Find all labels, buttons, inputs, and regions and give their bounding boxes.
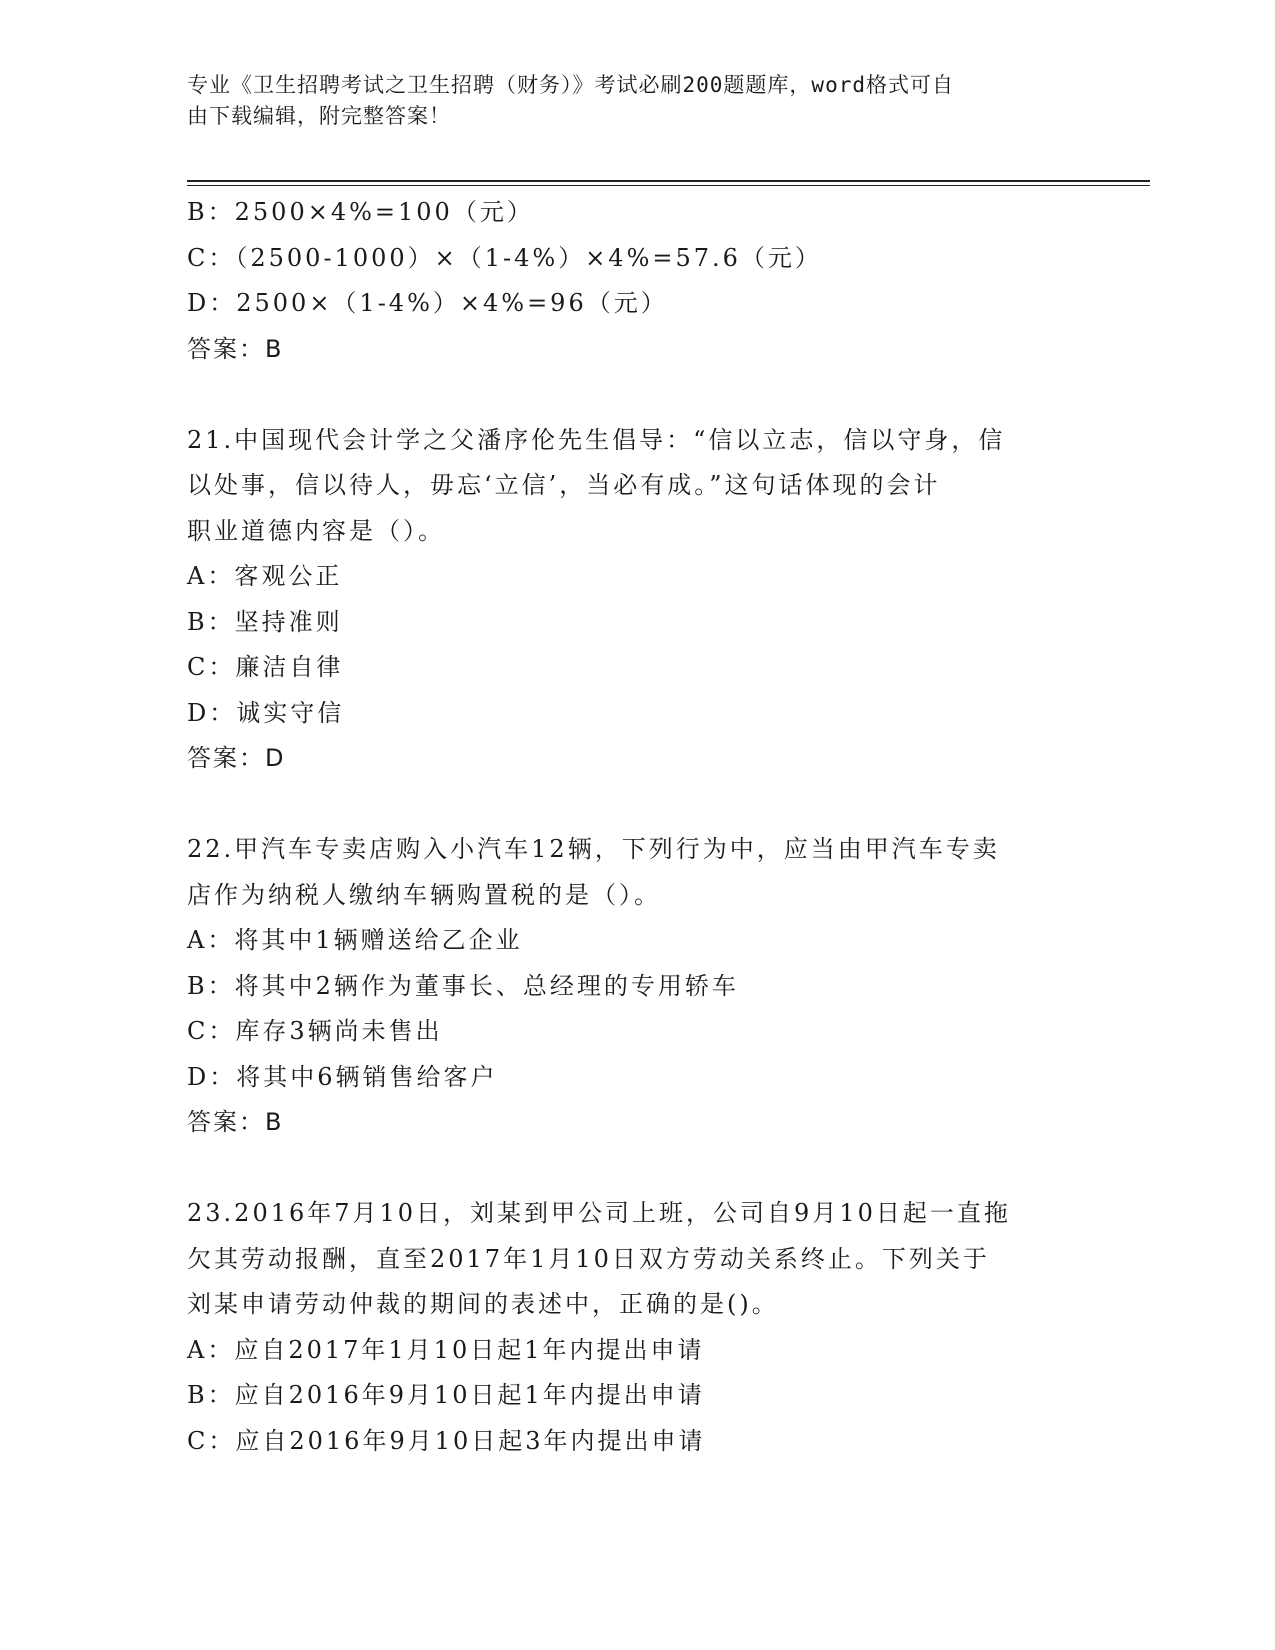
question-23 <box>187 1191 1087 1464</box>
question-20 <box>187 190 1087 372</box>
q23-option-a: A：应自2017年1月10日起1年内提出申请 <box>187 1335 705 1364</box>
q22-option-b: B：将其中2辆作为董事长、总经理的专用轿车 <box>187 971 739 1000</box>
q22-option-d: D：将其中6辆销售给客户 <box>187 1062 498 1091</box>
question-22 <box>187 827 1087 1146</box>
q21-option-c: C：廉洁自律 <box>187 653 344 681</box>
spacer <box>187 782 1087 828</box>
q20-option-d: D：2500×（1-4%）×4%=96（元） <box>187 289 668 317</box>
q23-stem-line-2: 欠其劳动报酬，直至2017年1月10日双方劳动关系终止。下列关于 <box>187 1244 990 1273</box>
q20-option-b: B：2500×4%=100（元） <box>187 198 534 226</box>
q23-option-c: C：应自2016年9月10日起3年内提出申请 <box>187 1426 706 1455</box>
q23-option-b: B：应自2016年9月10日起1年内提出申请 <box>187 1381 705 1409</box>
q22-stem-line-2: 店作为纳税人缴纳车辆购置税的是（）。 <box>187 880 661 909</box>
header-line-1: 专业《卫生招聘考试之卫生招聘（财务）》考试必刷200题题库，word格式可自 <box>187 73 954 97</box>
q21-option-b: B：坚持准则 <box>187 607 343 636</box>
spacer <box>187 372 1087 418</box>
q21-stem-line-3: 职业道德内容是（）。 <box>187 516 445 545</box>
q22-option-a: A：将其中1辆赠送给乙企业 <box>187 926 523 954</box>
q22-answer: 答案：B <box>187 1108 284 1136</box>
q22-option-c: C：库存3辆尚未售出 <box>187 1017 443 1045</box>
q20-answer: 答案：B <box>187 334 284 363</box>
q22-stem-line-1: 22.甲汽车专卖店购入小汽车12辆，下列行为中，应当由甲汽车专卖 <box>187 835 1000 863</box>
q21-option-d: D：诚实守信 <box>187 698 345 727</box>
header-line-2: 由下载编辑，附完整答案！ <box>187 104 451 128</box>
q21-answer: 答案：D <box>187 744 286 772</box>
page-header <box>187 70 1067 132</box>
question-21 <box>187 418 1087 782</box>
spacer <box>187 1146 1087 1192</box>
header-divider <box>187 180 1150 186</box>
document-body <box>187 190 1087 1464</box>
q21-stem-line-2: 以处事，信以待人，毋忘‘立信’，当必有成。”这句话体现的会计 <box>187 471 941 499</box>
q21-stem-line-1: 21.中国现代会计学之父潘序伦先生倡导：“信以立志，信以守身，信 <box>187 425 1006 454</box>
q23-stem-line-3: 刘某申请劳动仲裁的期间的表述中，正确的是()。 <box>187 1290 779 1318</box>
q20-option-c: C：（2500-1000）×（1-4%）×4%=57.6（元） <box>187 243 822 272</box>
q23-stem-line-1: 23.2016年7月10日，刘某到甲公司上班，公司自9月10日起一直拖 <box>187 1199 1011 1227</box>
q21-option-a: A：客观公正 <box>187 562 343 590</box>
